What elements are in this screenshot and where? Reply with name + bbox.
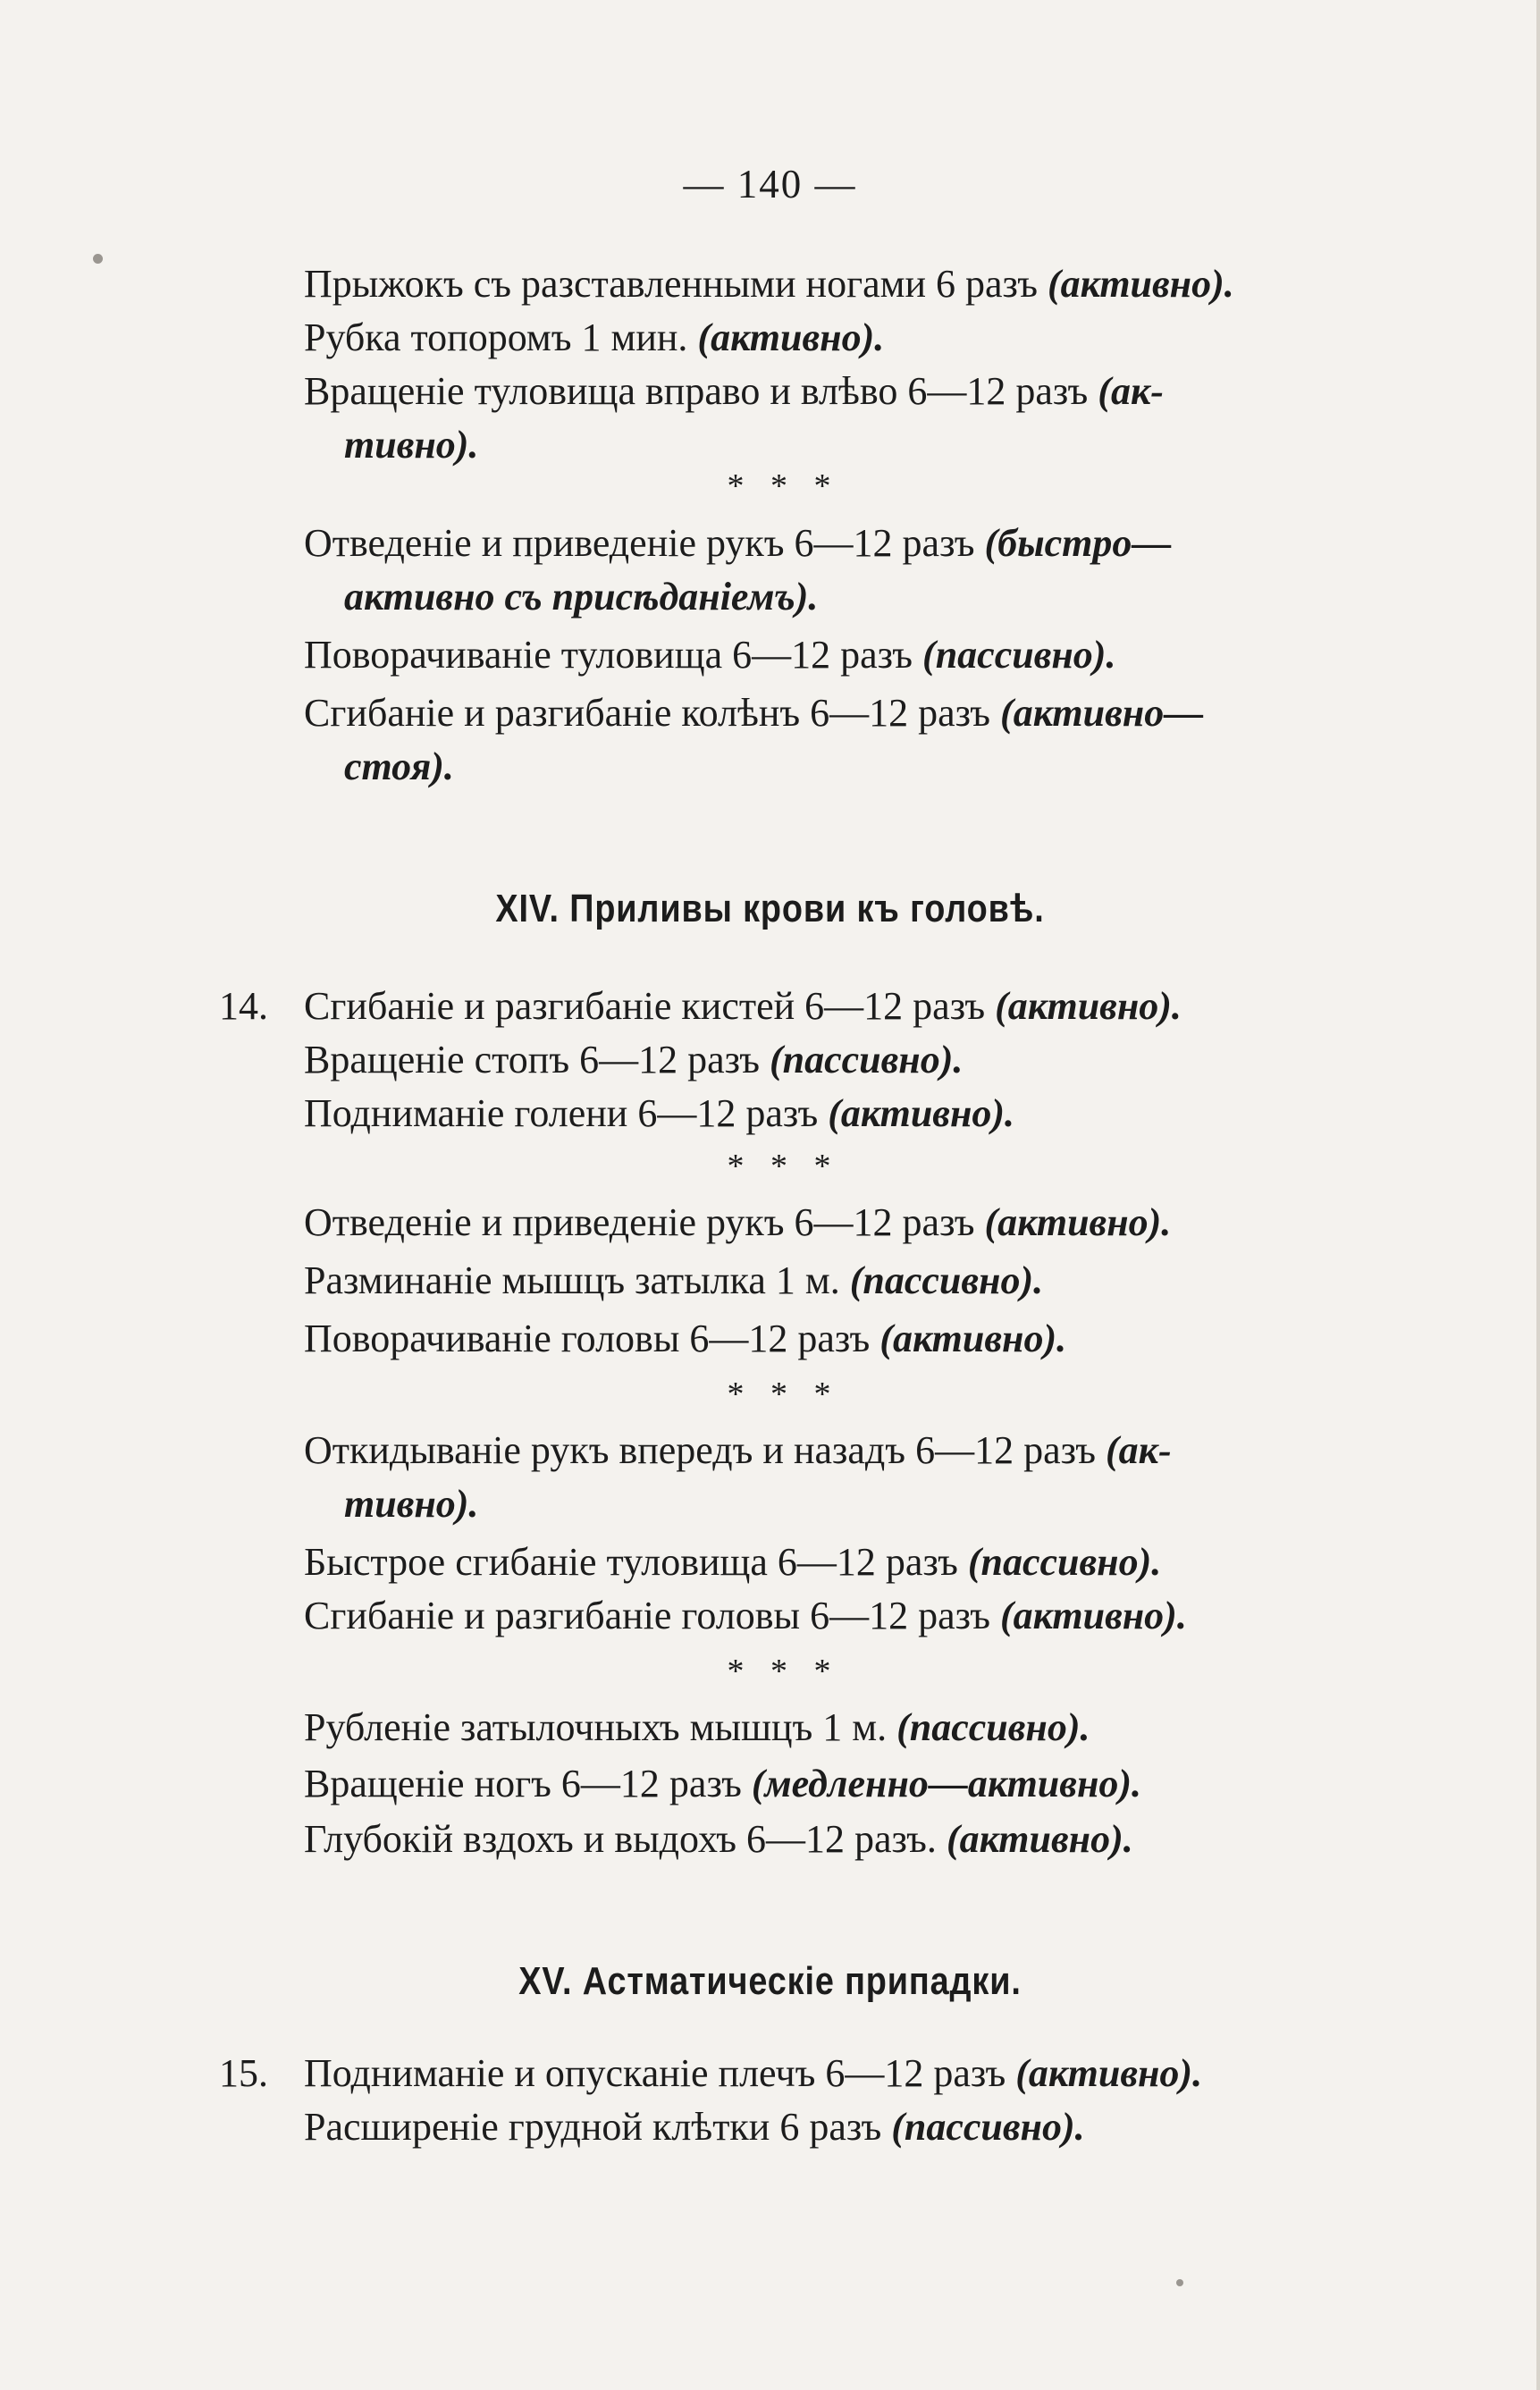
paper-speck	[93, 254, 103, 264]
text-line: Поворачиванiе туловища 6—12 разъ (пассивно).	[304, 633, 1116, 677]
page-number: — 140 —	[683, 162, 857, 206]
section-heading: XV. Астматическiе припадки.	[518, 1959, 1022, 2003]
text-line: активно съ присѣданiемъ).	[344, 575, 819, 619]
text-line: Вращенiе стопъ 6—12 разъ (пассивно).	[304, 1038, 964, 1081]
text-line: Расширенiе грудной клѣтки 6 разъ (пассивно).	[304, 2105, 1085, 2149]
text-line: тивно).	[344, 1482, 479, 1526]
text-line: Глубокiй вздохъ и выдохъ 6—12 разъ. (активно).	[304, 1817, 1133, 1861]
separator-stars: * * *	[727, 467, 840, 505]
text-line: Сгибанiе и разгибанiе колѣнъ 6—12 разъ (активно—	[304, 691, 1204, 735]
text-line: Вращенiе туловища вправо и влѣво 6—12 разъ (ак-	[304, 369, 1164, 413]
text-line: Быстрое сгибанiе туловища 6—12 разъ (пассивно).	[304, 1540, 1162, 1584]
text-line: Отведенiе и приведенiе рукъ 6—12 разъ (активно).	[304, 1200, 1172, 1244]
text-line: 14. Сгибанiе и разгибанiе кистей 6—12 разъ (активно).	[219, 984, 1182, 1028]
text-line: Отведенiе и приведенiе рукъ 6—12 разъ (быстро—	[304, 521, 1172, 565]
text-line: Вращенiе ногъ 6—12 разъ (медленно—активно).	[304, 1762, 1142, 1805]
text-line: 15. Подниманiе и опусканiе плечъ 6—12 разъ (активно).	[219, 2051, 1203, 2095]
text-line: Разминанiе мышцъ затылка 1 м. (пассивно).	[304, 1258, 1044, 1302]
paper-speck	[1176, 2279, 1183, 2286]
separator-stars: * * *	[727, 1653, 840, 1690]
text-line: Рубленiе затылочныхъ мышцъ 1 м. (пассивно).	[304, 1705, 1090, 1749]
separator-stars: * * *	[727, 1376, 840, 1413]
text-line: Подниманiе голени 6—12 разъ (активно).	[304, 1091, 1015, 1135]
text-line: Сгибанiе и разгибанiе головы 6—12 разъ (активно).	[304, 1594, 1187, 1637]
text-line: Прыжокъ съ разставленными ногами 6 разъ (активно).	[304, 262, 1234, 306]
text-line: Откидыванiе рукъ впередъ и назадъ 6—12 разъ (ак-	[304, 1428, 1172, 1472]
text-line: Поворачиванiе головы 6—12 разъ (активно).	[304, 1317, 1067, 1360]
separator-stars: * * *	[727, 1148, 840, 1185]
text-line: стоя).	[344, 745, 454, 788]
section-heading: XIV. Приливы крови къ головѣ.	[495, 887, 1045, 930]
text-line: тивно).	[344, 423, 479, 467]
text-line: Рубка топоромъ 1 мин. (активно).	[304, 316, 885, 359]
